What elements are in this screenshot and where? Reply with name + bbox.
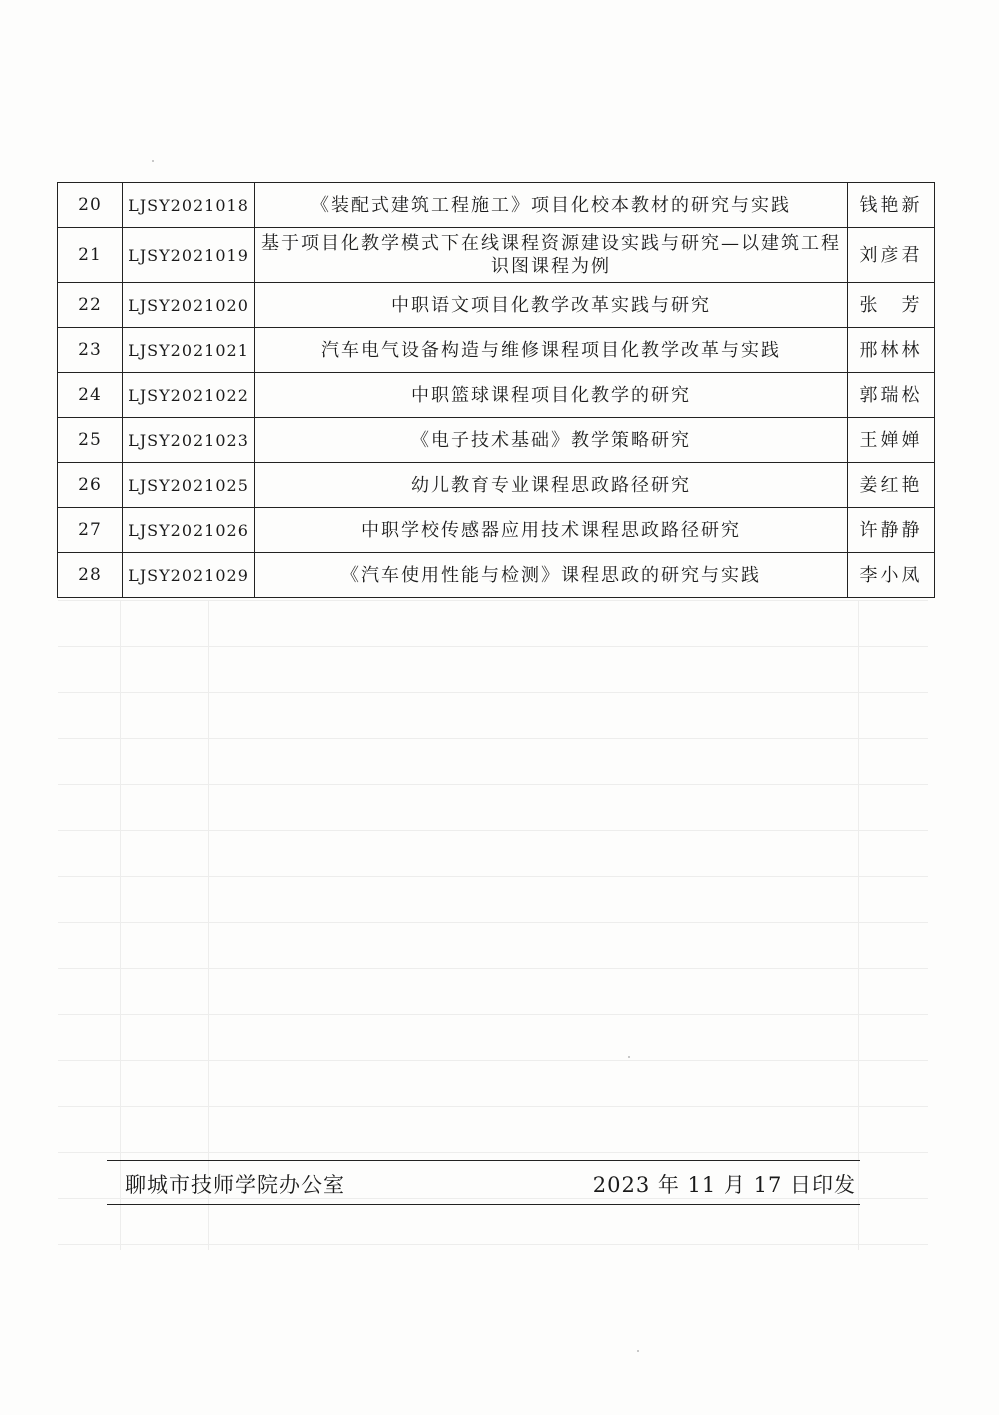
row-number: 24 <box>58 373 123 418</box>
project-code: LJSY2021029 <box>123 553 255 598</box>
project-host: 李小凤 <box>848 553 935 598</box>
project-code: LJSY2021025 <box>123 463 255 508</box>
project-title: 幼儿教育专业课程思政路径研究 <box>255 463 848 508</box>
project-table <box>57 182 935 598</box>
project-code: LJSY2021019 <box>123 228 255 283</box>
project-code: LJSY2021021 <box>123 328 255 373</box>
table-row <box>58 283 935 328</box>
project-host: 王婵婵 <box>848 418 935 463</box>
project-host: 邢林林 <box>848 328 935 373</box>
table-row <box>58 328 935 373</box>
table-row <box>58 553 935 598</box>
project-title: 中职篮球课程项目化教学的研究 <box>255 373 848 418</box>
project-host: 刘彦君 <box>848 228 935 283</box>
scan-speck <box>628 1056 630 1058</box>
project-code: LJSY2021022 <box>123 373 255 418</box>
project-host: 张 芳 <box>848 283 935 328</box>
row-number: 25 <box>58 418 123 463</box>
project-code: LJSY2021018 <box>123 183 255 228</box>
table-row <box>58 373 935 418</box>
project-host: 许静静 <box>848 508 935 553</box>
scan-speck <box>152 160 154 162</box>
row-number: 26 <box>58 463 123 508</box>
project-code: LJSY2021020 <box>123 283 255 328</box>
row-number: 20 <box>58 183 123 228</box>
project-code: LJSY2021026 <box>123 508 255 553</box>
issue-date: 2023 年 11 月 17 日印发 <box>592 1173 856 1197</box>
row-number: 27 <box>58 508 123 553</box>
table-row <box>58 418 935 463</box>
row-number: 28 <box>58 553 123 598</box>
row-number: 23 <box>58 328 123 373</box>
project-host: 郭瑞松 <box>848 373 935 418</box>
project-code: LJSY2021023 <box>123 418 255 463</box>
project-title: 《汽车使用性能与检测》课程思政的研究与实践 <box>255 553 848 598</box>
table-row <box>58 463 935 508</box>
project-title: 基于项目化教学模式下在线课程资源建设实践与研究—以建筑工程识图课程为例 <box>255 228 848 283</box>
project-title: 汽车电气设备构造与维修课程项目化教学改革与实践 <box>255 328 848 373</box>
scan-speck <box>637 1350 639 1352</box>
row-number: 22 <box>58 283 123 328</box>
show-through-shadow <box>58 600 928 1250</box>
table-row <box>58 508 935 553</box>
issuance-footer <box>107 1160 860 1205</box>
row-number: 21 <box>58 228 123 283</box>
issuing-office: 聊城市技师学院办公室 <box>125 1173 345 1197</box>
table-row <box>58 183 935 228</box>
project-title: 《装配式建筑工程施工》项目化校本教材的研究与实践 <box>255 183 848 228</box>
project-title: 《电子技术基础》教学策略研究 <box>255 418 848 463</box>
project-host: 钱艳新 <box>848 183 935 228</box>
project-host: 姜红艳 <box>848 463 935 508</box>
table-row <box>58 228 935 283</box>
project-title: 中职学校传感器应用技术课程思政路径研究 <box>255 508 848 553</box>
project-title: 中职语文项目化教学改革实践与研究 <box>255 283 848 328</box>
